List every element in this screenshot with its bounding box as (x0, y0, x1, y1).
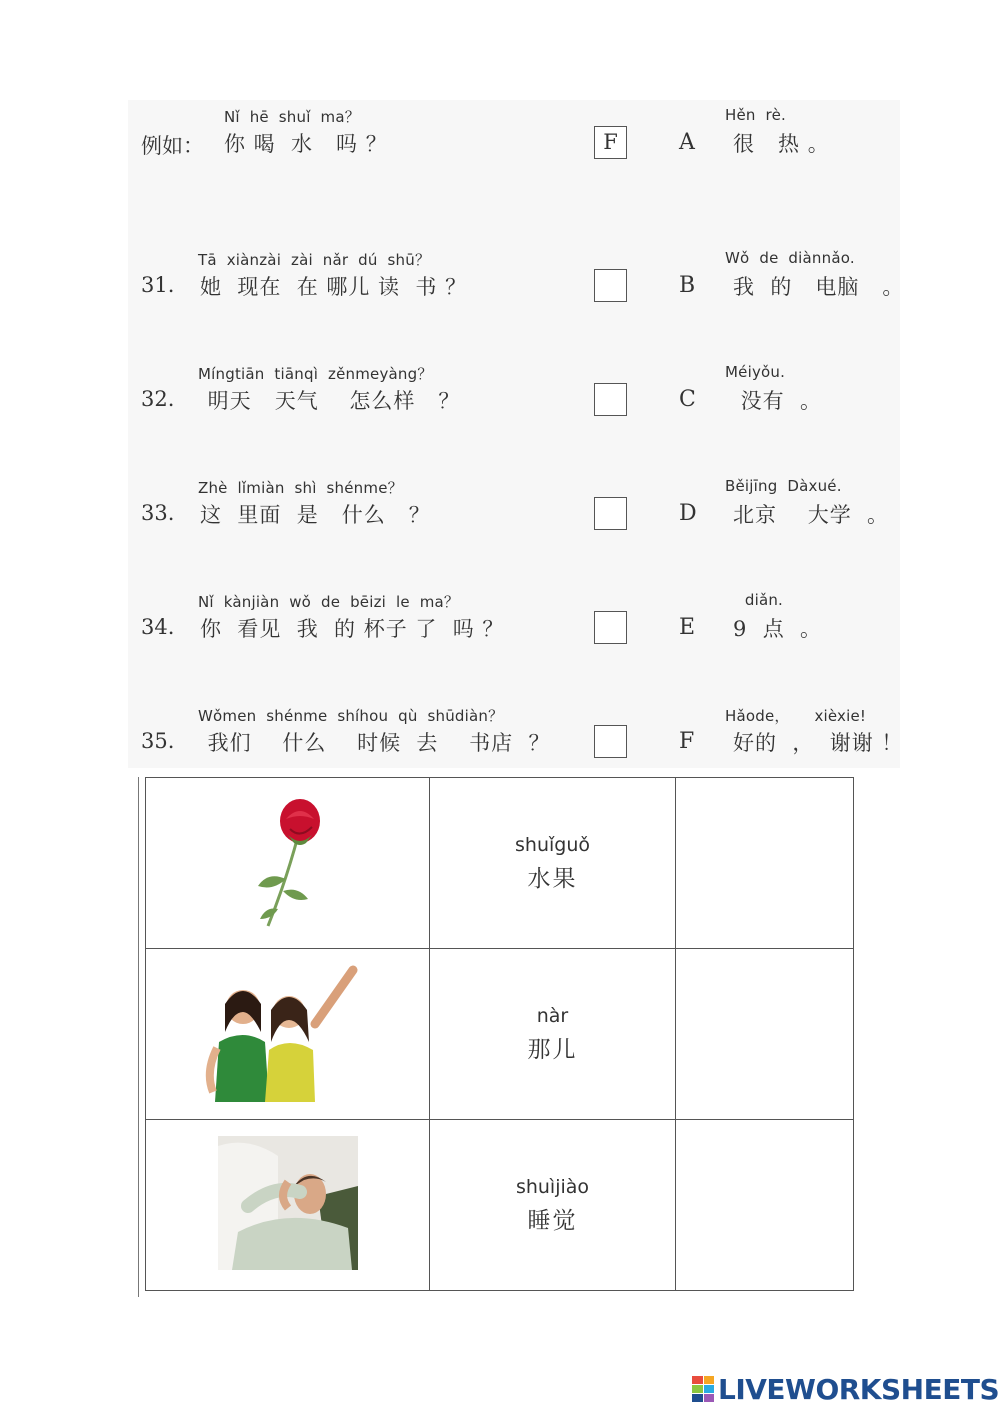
word-pinyin: shuǐguǒ (515, 833, 590, 856)
liveworksheets-icon (692, 1376, 714, 1402)
word-cell (430, 949, 676, 1120)
answer-cell[interactable] (676, 778, 854, 949)
option-pinyin: Wǒ de diànnǎo. (725, 249, 855, 267)
table-row (146, 1120, 854, 1291)
man-sleeping-image (218, 1136, 358, 1270)
question-row-32 (0, 363, 999, 423)
question-pinyin: Zhè lǐmiàn shì shénme？ (198, 479, 403, 497)
option-pinyin: Hěn rè. (725, 106, 786, 124)
option-hanzi: 没有 。 (733, 389, 823, 413)
option-letter: A (679, 130, 695, 155)
word-hanzi: 睡觉 (527, 1207, 578, 1234)
option-letter: B (679, 273, 696, 298)
option-letter: E (679, 615, 696, 640)
question-number: 31. (141, 273, 175, 297)
question-number: 35. (141, 729, 175, 753)
option-hanzi: 9 点 。 (733, 617, 823, 641)
question-number: 34. (141, 615, 175, 639)
question-row-35 (0, 705, 999, 765)
question-row-31 (0, 249, 999, 309)
option-hanzi: 我 的 电脑 。 (733, 275, 905, 299)
question-pinyin: Nǐ kànjiàn wǒ de bēizi le ma？ (198, 593, 460, 611)
option-pinyin: Běijīng Dàxué. (725, 477, 842, 495)
answer-cell[interactable] (676, 1120, 854, 1291)
option-pinyin: diǎn. (725, 591, 784, 609)
answer-box[interactable] (594, 269, 627, 302)
answer-box[interactable] (594, 497, 627, 530)
image-cell (146, 949, 430, 1120)
word-hanzi: 水果 (527, 865, 578, 892)
exercise-panel (128, 100, 900, 768)
question-hanzi: 这 里面 是 什么 ？ (200, 503, 431, 527)
table-left-rule (138, 777, 139, 1297)
option-pinyin: Méiyǒu. (725, 363, 786, 381)
table-row (146, 949, 854, 1120)
question-pinyin: Tā xiànzài zài nǎr dú shū？ (198, 251, 431, 269)
question-number: 32. (141, 387, 175, 411)
option-hanzi: 很 热 。 (733, 132, 830, 156)
word-cell (430, 1120, 676, 1291)
question-pinyin: Míngtiān tiānqì zěnmeyàng？ (198, 365, 433, 383)
brand-text: LIVEWORKSHEETS (718, 1372, 999, 1406)
question-number: 33. (141, 501, 175, 525)
option-hanzi: 北京 大学 。 (733, 503, 890, 527)
question-hanzi: 你 喝 水 吗 ？ (224, 132, 388, 156)
question-row-33 (0, 477, 999, 537)
word-pinyin: nàr (536, 1004, 569, 1027)
table-row (146, 778, 854, 949)
answer-box[interactable] (594, 725, 627, 758)
question-hanzi: 她 现在 在 哪儿 读 书 ？ (200, 275, 468, 299)
example-row (0, 106, 999, 166)
question-row-34 (0, 591, 999, 651)
question-pinyin: Nǐ hē shuǐ ma？ (224, 108, 360, 126)
matching-table (145, 777, 854, 1291)
question-hanzi: 我们 什么 时候 去 书店 ？ (200, 731, 551, 755)
option-letter: D (679, 501, 697, 526)
image-cell (146, 1120, 430, 1291)
question-pinyin: Wǒmen shénme shíhou qù shūdiàn？ (198, 707, 504, 725)
option-letter: F (679, 729, 695, 754)
option-hanzi: 好的 ， 谢谢 ！ (733, 731, 904, 755)
option-letter: C (679, 387, 696, 412)
question-hanzi: 明天 天气 怎么样 ？ (200, 389, 461, 413)
answer-box[interactable] (594, 383, 627, 416)
word-cell (430, 778, 676, 949)
image-cell (146, 778, 430, 949)
question-hanzi: 你 看见 我 的 杯子 了 吗 ？ (200, 617, 505, 641)
option-pinyin: Hǎode， xièxie! (725, 707, 867, 725)
answer-box[interactable] (594, 611, 627, 644)
two-women-pointing-image (203, 962, 373, 1102)
red-rose-image (228, 791, 348, 931)
answer-box[interactable]: F (594, 126, 627, 159)
word-hanzi: 那儿 (527, 1036, 578, 1063)
word-pinyin: shuìjiào (515, 1175, 590, 1198)
liveworksheets-logo (692, 1372, 999, 1406)
answer-cell[interactable] (676, 949, 854, 1120)
example-label: 例如： (141, 134, 204, 158)
